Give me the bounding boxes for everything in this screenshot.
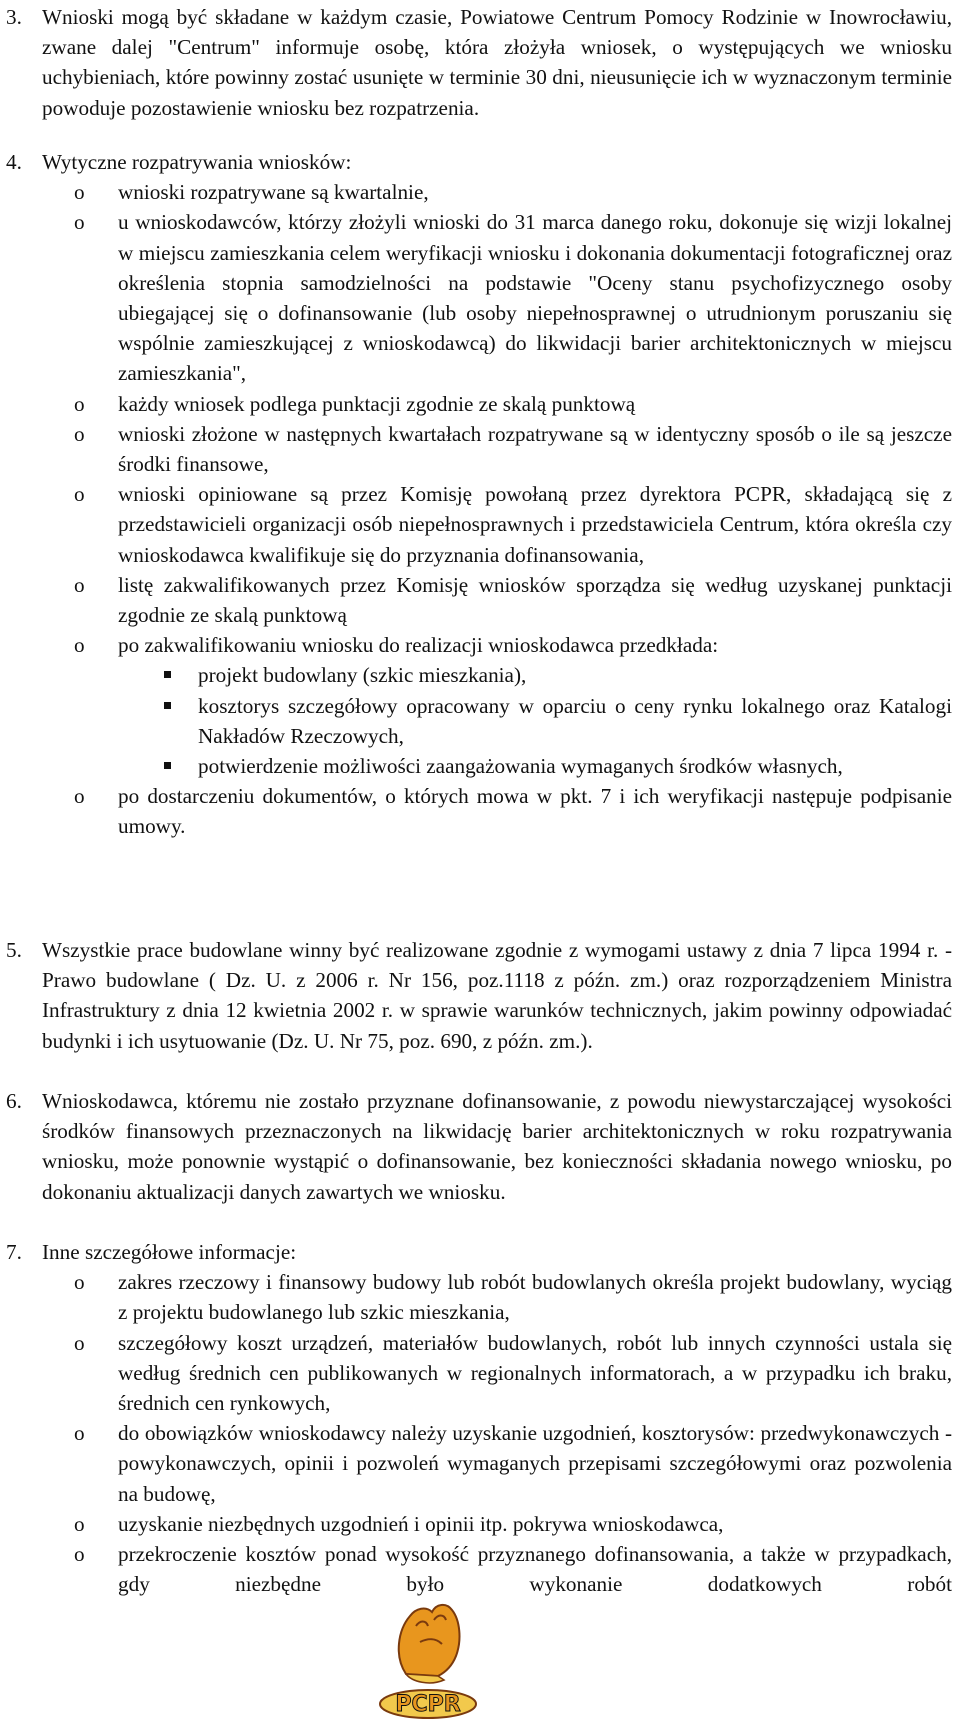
- list-item: kosztorys szczegółowy opracowany w oparciu o ceny rynku lokalnego oraz Katalogi Nakładów Rzeczowych,: [6, 691, 952, 751]
- list-item: o przekroczenie kosztów ponad wysokość przyznanego dofinansowania, a także w przypadkach, gdy niezbędne było wykonanie dodatkowych robót: [6, 1539, 952, 1599]
- list-item: o wnioski rozpatrywane są kwartalnie,: [6, 177, 952, 207]
- circle-bullet-icon: o: [74, 572, 85, 597]
- section-text: Wnioski mogą być składane w każdym czasie, Powiatowe Centrum Pomocy Rodzinie w Inowrocławiu, zwane dalej "Centrum" informuje osobę, która złożyła wniosek, o występujących we wniosku uchybieniach, które powinny zostać usunięte w terminie 30 dni, nieusunięcie ich w wyznaczonym terminie powoduje pozostawienie wniosku bez rozpatrzenia.: [42, 5, 952, 120]
- list-item: o wnioski opiniowane są przez Komisję powołaną przez dyrektora PCPR, składającą się z przedstawicieli organizacji osób niepełnosprawnych i przedstawiciela Centrum, która określa czy wnioskodawca kwalifikuje się do przyznania dofinansowania,: [6, 479, 952, 570]
- list-item: o wnioski złożone w następnych kwartałach rozpatrywane są w identyczny sposób o ile są jeszcze środki finansowe,: [6, 419, 952, 479]
- circle-bullet-icon: o: [74, 1542, 85, 1567]
- circle-bullet-icon: o: [74, 633, 85, 658]
- list-item: o po zakwalifikowaniu wniosku do realizacji wnioskodawca przedkłada:: [6, 630, 952, 660]
- section-7: [6, 1237, 952, 1599]
- circle-bullet-icon: o: [74, 1330, 85, 1355]
- square-bullet-icon: [164, 671, 171, 678]
- section-text: Inne szczegółowe informacje:: [42, 1240, 297, 1264]
- list-item: o po dostarczeniu dokumentów, o których mowa w pkt. 7 i ich weryfikacji następuje podpisanie umowy.: [6, 781, 952, 841]
- list-item: o u wnioskodawców, którzy złożyli wnioski do 31 marca danego roku, dokonuje się wizji lokalnej w miejscu zamieszkania celem weryfikacji wniosku i dokonania dokumentacji fotograficznej oraz określenia stopnia samodzielności na podstawie "Oceny stanu psychofizycznego osoby ubiegającej się o dofinansowanie (lub osoby niepełnosprawnej o utrudnionym poruszaniu się wspólnie zamieszkującej z wnioskodawcą) do likwidacji barier architektonicznych w miejscu zamieszkania",: [6, 207, 952, 388]
- section-number: 3.: [6, 5, 22, 29]
- list-item: o do obowiązków wnioskodawcy należy uzyskanie uzgodnień, kosztorysów: przedwykonawczych - powykonawczych, opinii i pozwoleń wymaganych przepisami szczegółowymi oraz pozwolenia na budowę,: [6, 1418, 952, 1509]
- list-item: o listę zakwalifikowanych przez Komisję wniosków sporządza się według uzyskanej punktacji zgodnie ze skalą punktową: [6, 570, 952, 630]
- section-number: 5.: [6, 938, 22, 962]
- section-3: [6, 2, 952, 123]
- list-item: o zakres rzeczowy i finansowy budowy lub robót budowlanych określa projekt budowlany, wyciąg z projektu budowlanego lub szkic mieszkania,: [6, 1267, 952, 1327]
- pcpr-logo: [376, 1586, 480, 1726]
- square-bullet-icon: [164, 702, 171, 709]
- list-item: projekt budowlany (szkic mieszkania),: [6, 660, 952, 690]
- section-4: [6, 147, 952, 842]
- section-number: 4.: [6, 150, 22, 174]
- circle-bullet-icon: o: [74, 180, 85, 205]
- list-item: o uzyskanie niezbędnych uzgodnień i opinii itp. pokrywa wnioskodawca,: [6, 1509, 952, 1539]
- list-item: potwierdzenie możliwości zaangażowania wymaganych środków własnych,: [6, 751, 952, 781]
- circle-bullet-icon: o: [74, 1421, 85, 1446]
- circle-bullet-icon: o: [74, 391, 85, 416]
- section-number: 7.: [6, 1240, 22, 1264]
- circle-bullet-icon: o: [74, 1270, 85, 1295]
- section-text: Wnioskodawca, któremu nie zostało przyznane dofinansowanie, z powodu niewystarczającej wysokości środków finansowych przeznaczonych na likwidację barier architektonicznych w roku rozpatrywania wniosku, może ponownie wystąpić o dofinansowanie, bez konieczności składania nowego wniosku, po dokonaniu aktualizacji danych zawartych we wniosku.: [42, 1089, 952, 1204]
- circle-bullet-icon: o: [74, 210, 85, 235]
- list-item: o każdy wniosek podlega punktacji zgodnie ze skalą punktową: [6, 389, 952, 419]
- square-bullet-icon: [164, 762, 171, 769]
- section-5: [6, 935, 952, 1056]
- section-6: [6, 1086, 952, 1207]
- section-text: Wszystkie prace budowlane winny być realizowane zgodnie z wymogami ustawy z dnia 7 lipca 1994 r. - Prawo budowlane ( Dz. U. z 2006 r. Nr 156, poz.1118 z późn. zm.) oraz rozporządzeniem Ministra Infrastruktury z dnia 12 kwietnia 2002 r. w sprawie warunków technicznych, jakim powinny odpowiadać budynki i ich usytuowanie (Dz. U. Nr 75, poz. 690, z późn. zm.).: [42, 938, 952, 1053]
- list-item: o szczegółowy koszt urządzeń, materiałów budowlanych, robót lub innych czynności ustala się według średnich cen publikowanych w regionalnych informatorach, a w przypadku ich braku, średnich cen rynkowych,: [6, 1328, 952, 1419]
- circle-bullet-icon: o: [74, 1511, 85, 1536]
- circle-bullet-icon: o: [74, 784, 85, 809]
- hands-icon: [399, 1605, 460, 1676]
- section-number: 6.: [6, 1089, 22, 1113]
- section-text: Wytyczne rozpatrywania wniosków:: [42, 150, 352, 174]
- circle-bullet-icon: o: [74, 482, 85, 507]
- circle-bullet-icon: o: [74, 421, 85, 446]
- logo-text: PCPR: [395, 1692, 461, 1717]
